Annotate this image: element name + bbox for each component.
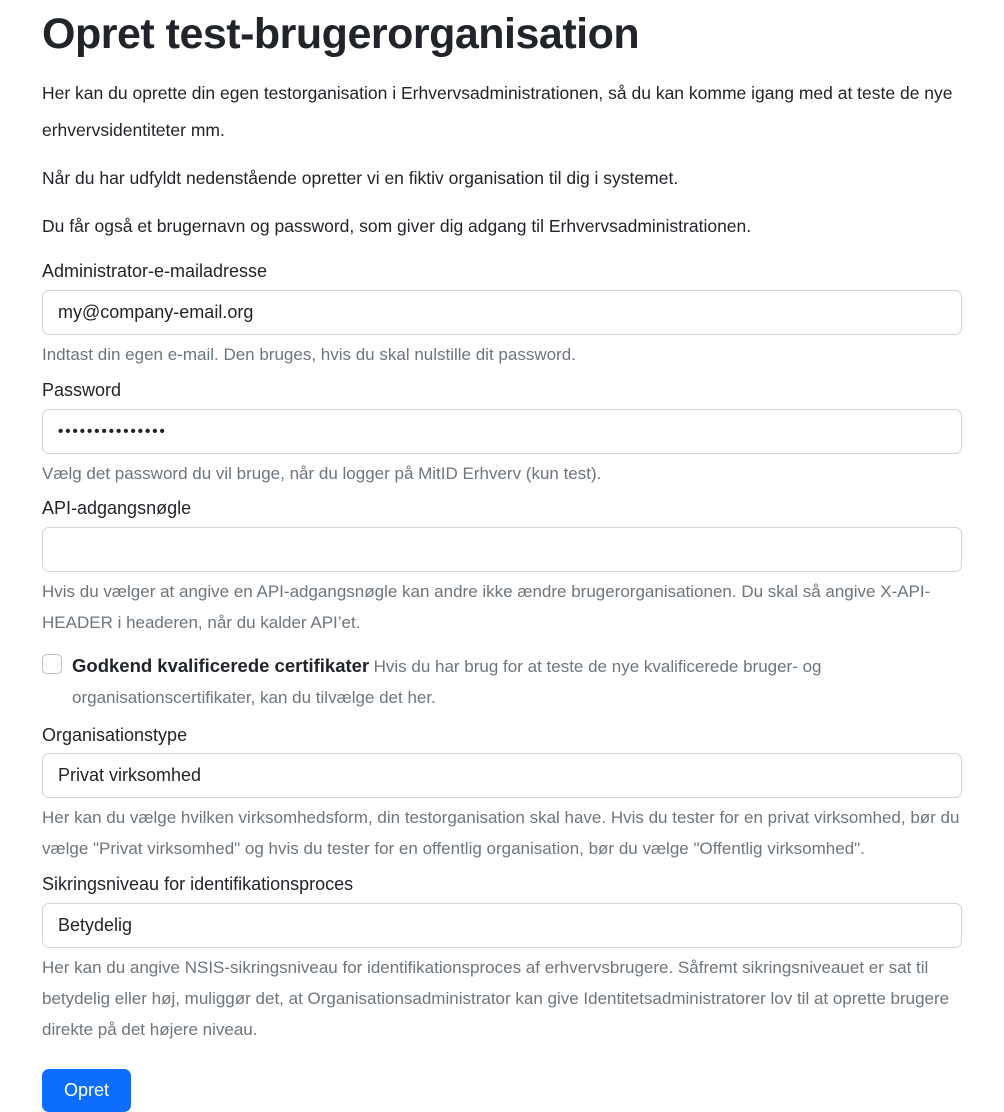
- create-button[interactable]: Opret: [42, 1069, 131, 1112]
- nsis-level-label: Sikringsniveau for identifikationsproces: [42, 874, 354, 895]
- nsis-level-field-group: [42, 874, 962, 1045]
- api-key-label: API-adgangsnøgle: [42, 498, 192, 519]
- org-type-label: Organisationstype: [42, 724, 188, 745]
- email-label: Administrator-e-mailadresse: [42, 261, 268, 282]
- org-type-help: Her kan du vælge hvilken virksomhedsform, din testorganisation skal have. Hvis du tester for en privat virksomhed, bør du vælge "Privat virksomhed" og hvis du tester for en offentlig organisation, bør du vælge "Offentlig virksomhed".: [42, 808, 960, 859]
- password-input[interactable]: [42, 409, 962, 454]
- qualified-certs-label[interactable]: Godkend kvalificerede certifikater: [72, 654, 370, 676]
- nsis-level-selected-value: Betydelig: [58, 914, 133, 935]
- api-key-input[interactable]: [42, 527, 962, 572]
- org-type-field-group: [42, 725, 962, 865]
- password-help: Vælg det password du vil bruge, når du logger på MitID Erhverv (kun test).: [42, 463, 602, 483]
- org-type-select[interactable]: [42, 753, 962, 798]
- org-type-selected-value: Privat virksomhed: [58, 765, 202, 786]
- api-key-help: Hvis du vælger at angive en API-adgangsnøgle kan andre ikke ændre brugerorganisationen. Du skal så angive X-API-HEADER i headeren, når du kalder API’et.: [42, 582, 931, 632]
- nsis-level-select[interactable]: [42, 903, 962, 948]
- intro-paragraph-2: Når du har udfyldt nedenstående opretter vi en fiktiv organisation til dig i systemet.: [42, 168, 679, 189]
- intro-paragraph-1: Her kan du oprette din egen testorganisation i Erhvervsadministrationen, så du kan komme igang med at teste de nye erhvervsidentiteter mm.: [42, 83, 953, 141]
- intro-paragraph-3: Du får også et brugernavn og password, som giver dig adgang til Erhvervsadministrationen.: [42, 216, 752, 237]
- qualified-certs-text: [72, 649, 962, 714]
- create-org-form: [42, 261, 962, 1111]
- password-field-group: [42, 380, 962, 490]
- api-key-field-group: [42, 498, 962, 638]
- password-label: Password: [42, 379, 122, 400]
- email-field-group: [42, 261, 962, 371]
- page-title: Opret test-brugerorganisation: [42, 10, 640, 58]
- qualified-certs-row: [42, 649, 962, 714]
- email-help: Indtast din egen e-mail. Den bruges, hvis du skal nulstille dit password.: [42, 344, 576, 364]
- nsis-level-help: Her kan du angive NSIS-sikringsniveau for identifikationsproces af erhvervsbrugere. Såfremt sikringsniveauet er sat til betydelig eller høj, muliggør det, at Organisationsadministrator kan give Identitetsadministratorer lov til at oprette brugere direkte på det højere niveau.: [42, 957, 950, 1039]
- qualified-certs-checkbox[interactable]: [42, 654, 62, 674]
- email-input[interactable]: [42, 290, 962, 335]
- qualified-certs-help-text: Hvis du har brug for at teste de nye kvalificerede bruger- og organisationscertifikater, kan du tilvælge det her.: [72, 656, 822, 707]
